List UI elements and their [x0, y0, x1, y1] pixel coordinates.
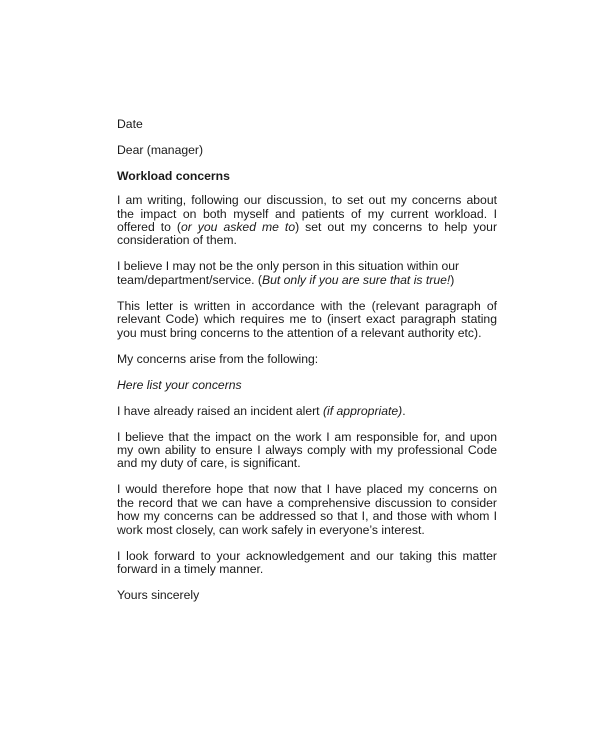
paragraph-concerns-intro: My concerns arise from the following:: [117, 351, 319, 366]
paragraph-italic-text: (if appropriate): [322, 403, 403, 418]
paragraph-discussion-request: I would therefore hope that now that I have placed my concerns on the record that we can have a comprehensive discussion to consider how my concerns can be addressed so that I, and those with whom I work most closely, can work safely in everyone’s interest.: [117, 482, 497, 537]
paragraph-italic-text: But only if you are sure that is true!: [261, 272, 451, 287]
closing-signoff: Yours sincerely: [117, 588, 200, 603]
paragraph-intro: [117, 194, 497, 248]
paragraph-text: I believe I may not be the only person in this situation within our team/department/service. (: [117, 259, 460, 287]
paragraph-incident-alert: [117, 405, 497, 418]
paragraph-text: ): [450, 272, 455, 287]
paragraph-acknowledgement: I look forward to your acknowledgement and our taking this matter forward in a timely manner.: [117, 548, 497, 577]
paragraph-impact: I believe that the impact on the work I am responsible for, and upon my own ability to ensure I always comply with my professional Code and my duty of care, is significant.: [117, 429, 497, 471]
letter-date: Date: [117, 117, 143, 131]
paragraph-text: I am writing, following our discussion, to set out my concerns about the impact on both myself and patients of my current workload. I offered to (: [117, 193, 497, 235]
paragraph-text: .: [402, 403, 406, 418]
letter-body: [117, 118, 497, 603]
paragraph-concerns-placeholder: [117, 379, 497, 392]
paragraph-text: I have already raised an incident alert: [117, 403, 323, 418]
paragraph-italic-text: or you asked me to: [180, 220, 296, 235]
paragraph-code-reference: This letter is written in accordance with the (relevant paragraph of relevant Code) which requires me to (insert exact paragraph stating you must bring concerns to the attention of a relevant authority etc).: [117, 298, 497, 340]
subject-heading: Workload concerns: [117, 168, 230, 183]
paragraph-italic-text: Here list your concerns: [117, 377, 242, 392]
paragraph-text: ) set out my concerns to help your consideration of them.: [117, 220, 498, 248]
salutation: Dear (manager): [117, 143, 204, 158]
paragraph-situation: [117, 260, 497, 287]
